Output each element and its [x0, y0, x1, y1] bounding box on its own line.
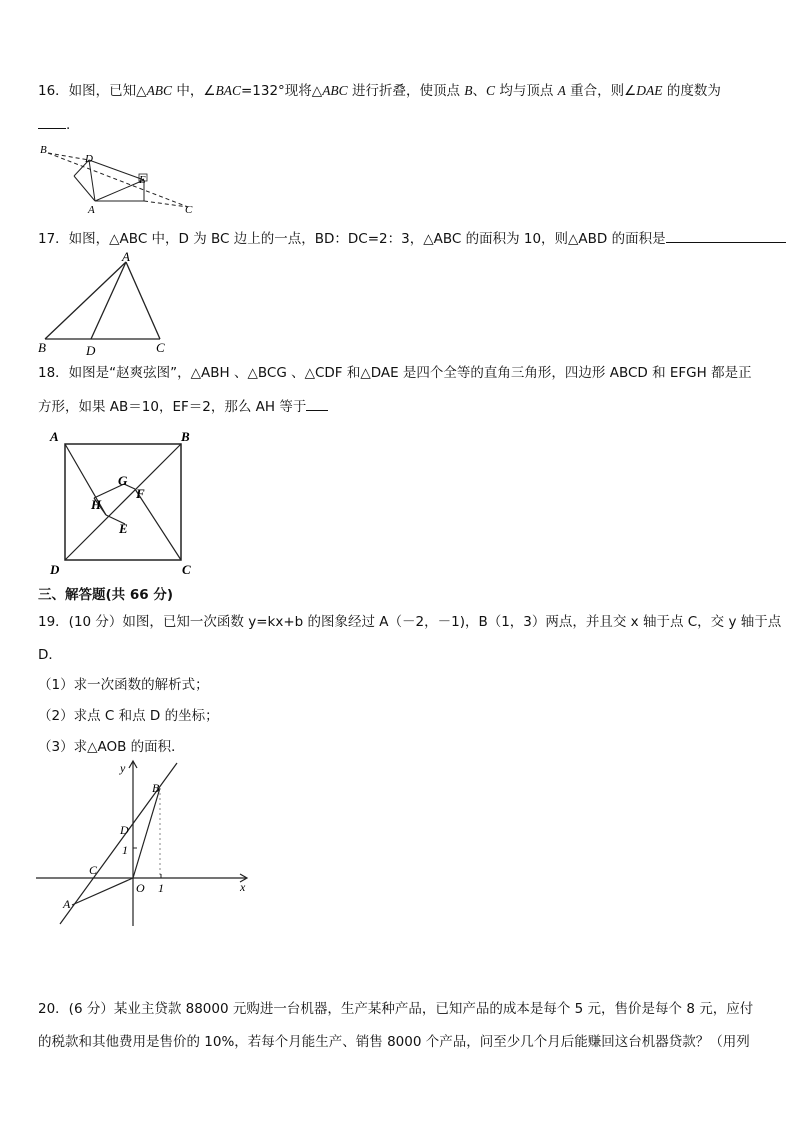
- label-h: H: [91, 497, 102, 512]
- label-one-y: 1: [122, 843, 128, 857]
- q18-question: 方形，如果 AB＝10，EF＝2，那么 AH 等于: [38, 399, 307, 415]
- q16-period: .: [66, 117, 71, 133]
- q18-question: 18．如图是“赵爽弦图”，△ABH 、△BCG 、△CDF 和△DAE 是四个全等的直角三角形，四边形 ABCD 和 EFGH 都是正: [38, 365, 752, 381]
- line-ab: [45, 262, 126, 339]
- answer-blank[interactable]: [666, 228, 786, 243]
- q16-b: B: [464, 83, 473, 98]
- q19-subquestion: （1）求一次函数的解析式；: [38, 677, 209, 693]
- q16-a: A: [557, 83, 566, 98]
- q17-text: [38, 228, 786, 249]
- line-d-b: [65, 444, 181, 560]
- q19-question: D．: [38, 647, 62, 663]
- label-d: D: [86, 343, 96, 358]
- segment-oa: [72, 878, 133, 905]
- label-e: E: [119, 521, 128, 536]
- q20-text-line2: [38, 1032, 750, 1052]
- q20-text-line1: [38, 999, 753, 1019]
- label-c: C: [182, 562, 191, 577]
- section-title: 三、解答题(共 66 分): [38, 587, 174, 603]
- q20-question: 的税款和其他费用是售价的 10%，若每个月能生产、销售 8000 个产品，问至少几个月后能赚回这台机器贷款？（用列: [38, 1034, 750, 1050]
- q17-figure: [36, 249, 176, 358]
- q16-c: C: [486, 83, 496, 98]
- answer-blank[interactable]: [306, 396, 328, 411]
- q17-question: 17．如图，△ABC 中，D 为 BC 边上的一点，BD：DC=2：3，△ABC 的面积为 10，则△ABD 的面积是: [38, 231, 666, 247]
- q16-text-line2: [38, 114, 70, 135]
- dashed-bc: [48, 153, 188, 207]
- q16-text: 的度数为: [662, 83, 721, 99]
- label-c: C: [89, 863, 98, 877]
- label-a: A: [122, 249, 130, 264]
- q19-sub3: [38, 737, 185, 757]
- q16-text: 16．如图，已知△: [38, 83, 147, 99]
- q19-sub1: [38, 675, 209, 695]
- label-one-x: 1: [158, 881, 164, 895]
- segment-ob: [133, 788, 160, 878]
- q16-abc: ABC: [146, 83, 173, 98]
- label-y: y: [120, 761, 126, 775]
- label-d: D: [120, 823, 129, 837]
- label-a: A: [88, 204, 95, 216]
- label-b: B: [152, 781, 160, 795]
- label-d: D: [85, 153, 93, 165]
- label-b: B: [38, 340, 46, 355]
- q19-subquestion: （2）求点 C 和点 D 的坐标；: [38, 708, 219, 724]
- label-b: B: [40, 144, 47, 156]
- helper: [106, 515, 181, 560]
- q20-question: 20．(6 分）某业主贷款 88000 元购进一台机器，生产某种产品，已知产品的成本是每个 5 元，售价是每个 8 元，应付: [38, 1001, 754, 1017]
- label-a: A: [50, 429, 59, 444]
- line-ae: [95, 180, 144, 201]
- q16-text: 、: [472, 83, 487, 99]
- q19-text-line2: [38, 645, 62, 665]
- q16-text: 均与顶点: [495, 83, 558, 99]
- q18-text-line2: [38, 396, 328, 417]
- q16-dae: DAE: [636, 83, 663, 98]
- q16-bac: BAC: [215, 83, 241, 98]
- q18-text-line1: [38, 363, 752, 383]
- label-a: A: [63, 897, 71, 911]
- label-c: C: [156, 340, 165, 355]
- label-x: x: [240, 880, 246, 894]
- line-ac: [126, 262, 160, 339]
- label-o: O: [136, 881, 145, 895]
- label-d: D: [50, 562, 60, 577]
- q18-figure: [48, 428, 208, 578]
- q19-coordinate-figure: [36, 758, 256, 928]
- q16-text: 重合，则∠: [565, 83, 637, 99]
- q19-subquestion: （3）求△AOB 的面积．: [38, 739, 185, 755]
- q19-sub2: [38, 706, 219, 726]
- q16-text: 进行折叠，使顶点: [347, 83, 465, 99]
- line-ad: [91, 262, 126, 339]
- label-c: C: [185, 204, 193, 216]
- q16-abc: ABC: [322, 83, 348, 98]
- q16-text: 中，∠: [172, 83, 216, 99]
- dashed-bd: [48, 153, 89, 160]
- q16-figure: [38, 143, 198, 216]
- section-heading: [38, 585, 173, 605]
- q16-text-line1: [38, 81, 721, 101]
- q19-text-line1: [38, 612, 781, 632]
- label-b: B: [181, 429, 190, 444]
- function-line: [60, 763, 177, 924]
- label-g: G: [118, 473, 128, 488]
- q19-question: 19．(10 分）如图，已知一次函数 y=kx+b 的图象经过 A（－2，－1)，B（1，3）两点，并且交 x 轴于点 C，交 y 轴于点: [38, 614, 782, 630]
- q16-text: =132°现将△: [240, 83, 323, 99]
- label-f: F: [136, 486, 145, 501]
- label-e: E: [139, 174, 146, 186]
- line-de: [89, 160, 144, 180]
- answer-blank[interactable]: [38, 114, 66, 129]
